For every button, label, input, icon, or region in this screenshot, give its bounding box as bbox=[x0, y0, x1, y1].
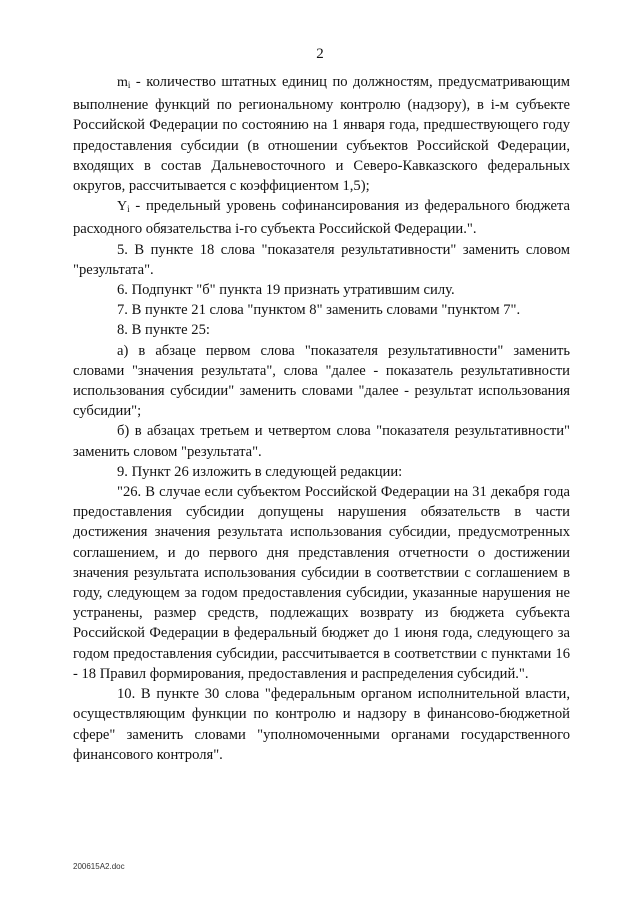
paragraph-item-8b: б) в абзацах третьем и четвертом слова "показателя результативности" заменить словом "результата". bbox=[73, 423, 570, 460]
paragraph-mi-definition bbox=[73, 72, 570, 196]
document-body bbox=[73, 72, 570, 765]
paragraph-item-9: 9. Пункт 26 изложить в следующей редакции: bbox=[117, 463, 403, 480]
paragraph-item-6: 6. Подпункт "б" пункта 19 признать утратившим силу. bbox=[117, 282, 455, 299]
paragraph-item-8a: а) в абзаце первом слова "показателя результативности" заменить словами "значения результата", слова "далее - показатель результативности использования субсидии" заменить словами "далее - результат использования субсидии"; bbox=[73, 342, 570, 420]
paragraph-item-5: 5. В пункте 18 слова "показателя результативности" заменить словом "результата". bbox=[73, 241, 570, 278]
symbol-y: Y bbox=[117, 199, 128, 215]
paragraph-yi-definition bbox=[73, 196, 570, 239]
paragraph-text: - предельный уровень софинансирования из федерального бюджета расходного обязательства i-го субъекта Российской Федерации.". bbox=[73, 198, 570, 238]
paragraph-item-7: 7. В пункте 21 слова "пунктом 8" заменить словами "пунктом 7". bbox=[117, 302, 521, 319]
paragraph-item-26: "26. В случае если субъектом Российской Федерации на 31 декабря года предоставления субсидии допущены нарушения обязательств в части достижения значения результата использования субсидии, предусмотренных соглашением, и до первого дня представления отчетности о достижении значения результата использования субсидии в соответствии с соглашением в году, следующем за годом предоставления субсидии, указанные нарушения не устранены, размер средств, подлежащих возврату из бюджета субъекта Российской Федерации в федеральный бюджет до 1 июня года, следующего за годом предоставления субсидии, рассчитывается в соответствии с пунктами 16 - 18 Правил формирования, предоставления и распределения субсидий.". bbox=[73, 484, 570, 682]
page-number: 2 bbox=[316, 46, 324, 62]
symbol-m: m bbox=[117, 75, 128, 90]
paragraph-item-10: 10. В пункте 30 слова "федеральным органом исполнительной власти, осуществляющим функции по контролю и надзору в финансово-бюджетной сфере" заменить словами "уполномоченными органами государственного финансового контроля". bbox=[73, 686, 570, 763]
footer-file-code: 200615A2.doc bbox=[73, 862, 125, 871]
symbol-subscript: i bbox=[127, 80, 131, 90]
symbol-subscript: i bbox=[127, 204, 130, 215]
paragraph-item-8: 8. В пункте 25: bbox=[117, 322, 210, 339]
paragraph-text: - количество штатных единиц по должностям, предусматривающим выполнение функций по региональному контролю (надзору), в i-м субъекте Российской Федерации по состоянию на 1 января года, предшествующего году предоставления субсидии (в отношении субъектов Российской Федерации, входящих в состав Дальневосточного и Северо-Кавказского федеральных округов, рассчитывается с коэффициентом 1,5); bbox=[73, 74, 570, 195]
